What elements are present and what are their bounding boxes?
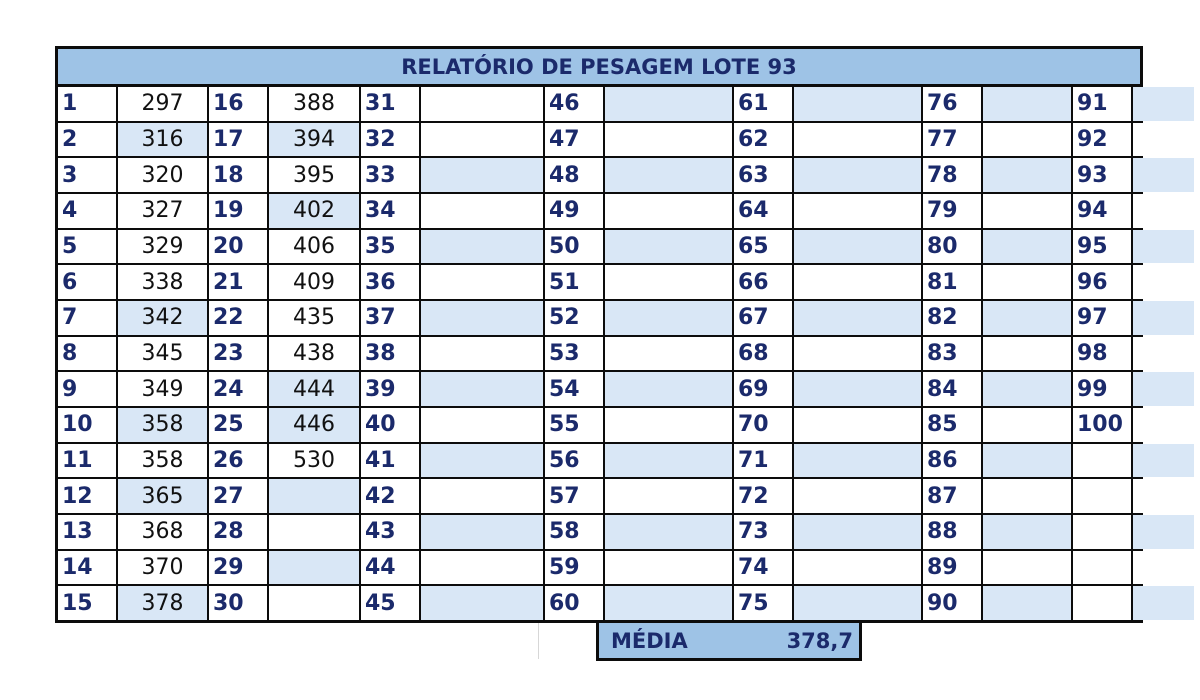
row-number-cell: 57: [545, 479, 603, 513]
row-number-cell: 54: [545, 372, 603, 406]
weight-cell[interactable]: [605, 194, 732, 228]
weight-cell[interactable]: [605, 337, 732, 371]
row-number-cell: 7: [58, 301, 116, 335]
weight-cell[interactable]: [421, 444, 543, 478]
weight-cell[interactable]: [983, 408, 1071, 442]
row-number-cell: 77: [923, 123, 981, 157]
row-number-cell: 18: [209, 158, 267, 192]
row-number-cell: 4: [58, 194, 116, 228]
row-number-cell: 27: [209, 479, 267, 513]
row-number-cell: 92: [1073, 123, 1131, 157]
weight-cell[interactable]: [794, 515, 921, 549]
weight-cell[interactable]: [421, 87, 543, 121]
weight-cell[interactable]: [983, 372, 1071, 406]
weight-cell[interactable]: [983, 551, 1071, 585]
weight-cell[interactable]: 409: [269, 265, 359, 299]
weight-cell[interactable]: 329: [118, 230, 207, 264]
row-number-cell: 10: [58, 408, 116, 442]
weight-cell[interactable]: 338: [118, 265, 207, 299]
weight-cell[interactable]: [983, 194, 1071, 228]
row-number-cell: 83: [923, 337, 981, 371]
row-number-cell: 49: [545, 194, 603, 228]
weight-cell[interactable]: 394: [269, 123, 359, 157]
weight-cell[interactable]: [269, 551, 359, 585]
row-number-cell: 29: [209, 551, 267, 585]
row-number-cell: 19: [209, 194, 267, 228]
row-number-cell: 74: [734, 551, 792, 585]
weight-cell[interactable]: [421, 408, 543, 442]
weight-cell[interactable]: [269, 515, 359, 549]
row-number-cell: 56: [545, 444, 603, 478]
row-number-cell: 47: [545, 123, 603, 157]
weight-cell[interactable]: [794, 301, 921, 335]
weight-cell[interactable]: [421, 230, 543, 264]
row-number-cell: 36: [361, 265, 419, 299]
weight-cell[interactable]: [269, 586, 359, 620]
weight-cell[interactable]: [605, 408, 732, 442]
row-number-cell: 64: [734, 194, 792, 228]
divider-line: [538, 623, 539, 659]
weight-cell[interactable]: 349: [118, 372, 207, 406]
weight-cell[interactable]: [269, 479, 359, 513]
weight-cell[interactable]: [421, 194, 543, 228]
average-box: [596, 623, 862, 661]
row-number-cell: 86: [923, 444, 981, 478]
row-number-cell: 71: [734, 444, 792, 478]
row-number-cell: [1073, 551, 1131, 585]
row-number-cell: 17: [209, 123, 267, 157]
row-number-cell: [1073, 586, 1131, 620]
average-label: MÉDIA: [611, 628, 688, 653]
weight-cell[interactable]: [794, 479, 921, 513]
weight-cell[interactable]: 368: [118, 515, 207, 549]
row-number-cell: 78: [923, 158, 981, 192]
weight-cell[interactable]: [1133, 479, 1194, 513]
row-number-cell: 100: [1073, 408, 1131, 442]
weight-cell[interactable]: [421, 515, 543, 549]
row-number-cell: 53: [545, 337, 603, 371]
weight-cell[interactable]: [1133, 301, 1194, 335]
weight-cell[interactable]: [605, 265, 732, 299]
weight-cell[interactable]: [605, 479, 732, 513]
row-number-cell: 89: [923, 551, 981, 585]
row-number-cell: [1073, 444, 1131, 478]
weight-cell[interactable]: 316: [118, 123, 207, 157]
row-number-cell: 75: [734, 586, 792, 620]
weight-cell[interactable]: 388: [269, 87, 359, 121]
row-number-cell: 51: [545, 265, 603, 299]
row-number-cell: 32: [361, 123, 419, 157]
weight-cell[interactable]: [1133, 158, 1194, 192]
row-number-cell: 42: [361, 479, 419, 513]
weight-cell[interactable]: [794, 194, 921, 228]
row-number-cell: 61: [734, 87, 792, 121]
weight-cell[interactable]: 446: [269, 408, 359, 442]
weight-cell[interactable]: [983, 230, 1071, 264]
row-number-cell: 88: [923, 515, 981, 549]
weight-cell[interactable]: [1133, 586, 1194, 620]
weight-cell[interactable]: 395: [269, 158, 359, 192]
row-number-cell: 22: [209, 301, 267, 335]
weight-cell[interactable]: [983, 158, 1071, 192]
row-number-cell: 55: [545, 408, 603, 442]
weight-cell[interactable]: [794, 158, 921, 192]
weight-cell[interactable]: [983, 337, 1071, 371]
weight-cell[interactable]: [421, 479, 543, 513]
row-number-cell: 28: [209, 515, 267, 549]
weight-cell[interactable]: [605, 551, 732, 585]
weight-cell[interactable]: [794, 123, 921, 157]
row-number-cell: 96: [1073, 265, 1131, 299]
weight-cell[interactable]: [794, 337, 921, 371]
weight-cell[interactable]: [421, 551, 543, 585]
row-number-cell: 21: [209, 265, 267, 299]
weight-cell[interactable]: [983, 444, 1071, 478]
row-number-cell: 34: [361, 194, 419, 228]
weight-cell[interactable]: [421, 158, 543, 192]
row-number-cell: 11: [58, 444, 116, 478]
weight-cell[interactable]: [605, 87, 732, 121]
row-number-cell: 48: [545, 158, 603, 192]
row-number-cell: 12: [58, 479, 116, 513]
weight-cell[interactable]: [794, 444, 921, 478]
row-number-cell: 85: [923, 408, 981, 442]
row-number-cell: 63: [734, 158, 792, 192]
weight-cell[interactable]: 438: [269, 337, 359, 371]
weight-cell[interactable]: [1133, 123, 1194, 157]
weight-cell[interactable]: 320: [118, 158, 207, 192]
row-number-cell: 70: [734, 408, 792, 442]
weight-cell[interactable]: [421, 586, 543, 620]
row-number-cell: 84: [923, 372, 981, 406]
weight-cell[interactable]: 358: [118, 408, 207, 442]
row-number-cell: 62: [734, 123, 792, 157]
row-number-cell: 66: [734, 265, 792, 299]
row-number-cell: 58: [545, 515, 603, 549]
weight-cell[interactable]: [1133, 372, 1194, 406]
row-number-cell: 8: [58, 337, 116, 371]
weight-cell[interactable]: [421, 337, 543, 371]
row-number-cell: 91: [1073, 87, 1131, 121]
row-number-cell: 50: [545, 230, 603, 264]
row-number-cell: 67: [734, 301, 792, 335]
weight-cell[interactable]: [1133, 87, 1194, 121]
weight-cell[interactable]: [421, 123, 543, 157]
row-number-cell: 37: [361, 301, 419, 335]
row-number-cell: 15: [58, 586, 116, 620]
weight-cell[interactable]: [983, 479, 1071, 513]
row-number-cell: [1073, 515, 1131, 549]
row-number-cell: 33: [361, 158, 419, 192]
row-number-cell: 45: [361, 586, 419, 620]
row-number-cell: 13: [58, 515, 116, 549]
weight-cell[interactable]: [605, 230, 732, 264]
weight-cell[interactable]: [605, 444, 732, 478]
report-title: RELATÓRIO DE PESAGEM LOTE 93: [58, 49, 1140, 87]
weight-cell[interactable]: 444: [269, 372, 359, 406]
weight-cell[interactable]: 358: [118, 444, 207, 478]
weight-cell[interactable]: [421, 301, 543, 335]
weight-cell[interactable]: [1133, 337, 1194, 371]
row-number-cell: 16: [209, 87, 267, 121]
row-number-cell: 3: [58, 158, 116, 192]
row-number-cell: 14: [58, 551, 116, 585]
row-number-cell: 90: [923, 586, 981, 620]
weight-cell[interactable]: [421, 265, 543, 299]
weight-cell[interactable]: 378: [118, 586, 207, 620]
row-number-cell: 65: [734, 230, 792, 264]
row-number-cell: 99: [1073, 372, 1131, 406]
weight-cell[interactable]: [1133, 515, 1194, 549]
weight-cell[interactable]: [605, 158, 732, 192]
weight-cell[interactable]: [605, 301, 732, 335]
row-number-cell: 2: [58, 123, 116, 157]
row-number-cell: 60: [545, 586, 603, 620]
weight-cell[interactable]: 406: [269, 230, 359, 264]
row-number-cell: 95: [1073, 230, 1131, 264]
row-number-cell: 79: [923, 194, 981, 228]
weight-cell[interactable]: 342: [118, 301, 207, 335]
weight-cell[interactable]: 370: [118, 551, 207, 585]
row-number-cell: 98: [1073, 337, 1131, 371]
row-number-cell: 40: [361, 408, 419, 442]
weight-cell[interactable]: 402: [269, 194, 359, 228]
row-number-cell: 97: [1073, 301, 1131, 335]
weight-cell[interactable]: 365: [118, 479, 207, 513]
row-number-cell: 69: [734, 372, 792, 406]
weight-cell[interactable]: [794, 586, 921, 620]
row-number-cell: 94: [1073, 194, 1131, 228]
weights-grid: [58, 87, 1140, 620]
row-number-cell: 87: [923, 479, 981, 513]
weight-cell[interactable]: [1133, 444, 1194, 478]
weight-cell[interactable]: [983, 265, 1071, 299]
row-number-cell: 35: [361, 230, 419, 264]
row-number-cell: 26: [209, 444, 267, 478]
row-number-cell: 73: [734, 515, 792, 549]
row-number-cell: 24: [209, 372, 267, 406]
row-number-cell: 93: [1073, 158, 1131, 192]
row-number-cell: 31: [361, 87, 419, 121]
row-number-cell: 76: [923, 87, 981, 121]
row-number-cell: 44: [361, 551, 419, 585]
weight-cell[interactable]: [794, 551, 921, 585]
row-number-cell: 68: [734, 337, 792, 371]
weight-cell[interactable]: [983, 87, 1071, 121]
weight-cell[interactable]: [983, 301, 1071, 335]
weight-cell[interactable]: [983, 586, 1071, 620]
weight-cell[interactable]: [605, 515, 732, 549]
row-number-cell: 6: [58, 265, 116, 299]
row-number-cell: 5: [58, 230, 116, 264]
weight-cell[interactable]: [1133, 194, 1194, 228]
weight-cell[interactable]: 327: [118, 194, 207, 228]
weight-cell[interactable]: [794, 408, 921, 442]
row-number-cell: 23: [209, 337, 267, 371]
weight-cell[interactable]: 435: [269, 301, 359, 335]
row-number-cell: 25: [209, 408, 267, 442]
row-number-cell: 80: [923, 230, 981, 264]
weight-cell[interactable]: [794, 87, 921, 121]
weight-cell[interactable]: 297: [118, 87, 207, 121]
weight-cell[interactable]: 345: [118, 337, 207, 371]
weight-cell[interactable]: [1133, 230, 1194, 264]
row-number-cell: 20: [209, 230, 267, 264]
row-number-cell: 9: [58, 372, 116, 406]
weight-cell[interactable]: 530: [269, 444, 359, 478]
row-number-cell: 1: [58, 87, 116, 121]
weight-cell[interactable]: [605, 123, 732, 157]
weight-cell[interactable]: [1133, 265, 1194, 299]
row-number-cell: [1073, 479, 1131, 513]
weight-cell[interactable]: [983, 515, 1071, 549]
weight-cell[interactable]: [794, 230, 921, 264]
row-number-cell: 81: [923, 265, 981, 299]
average-value: 378,7: [786, 628, 853, 653]
row-number-cell: 52: [545, 301, 603, 335]
weight-cell[interactable]: [794, 265, 921, 299]
row-number-cell: 41: [361, 444, 419, 478]
weight-cell[interactable]: [1133, 408, 1194, 442]
weight-cell[interactable]: [1133, 551, 1194, 585]
row-number-cell: 30: [209, 586, 267, 620]
row-number-cell: 39: [361, 372, 419, 406]
row-number-cell: 72: [734, 479, 792, 513]
weight-cell[interactable]: [794, 372, 921, 406]
weight-cell[interactable]: [421, 372, 543, 406]
row-number-cell: 43: [361, 515, 419, 549]
weight-cell[interactable]: [983, 123, 1071, 157]
row-number-cell: 82: [923, 301, 981, 335]
row-number-cell: 46: [545, 87, 603, 121]
weight-cell[interactable]: [605, 586, 732, 620]
weighing-report-table: [55, 46, 1143, 623]
weight-cell[interactable]: [605, 372, 732, 406]
row-number-cell: 59: [545, 551, 603, 585]
row-number-cell: 38: [361, 337, 419, 371]
